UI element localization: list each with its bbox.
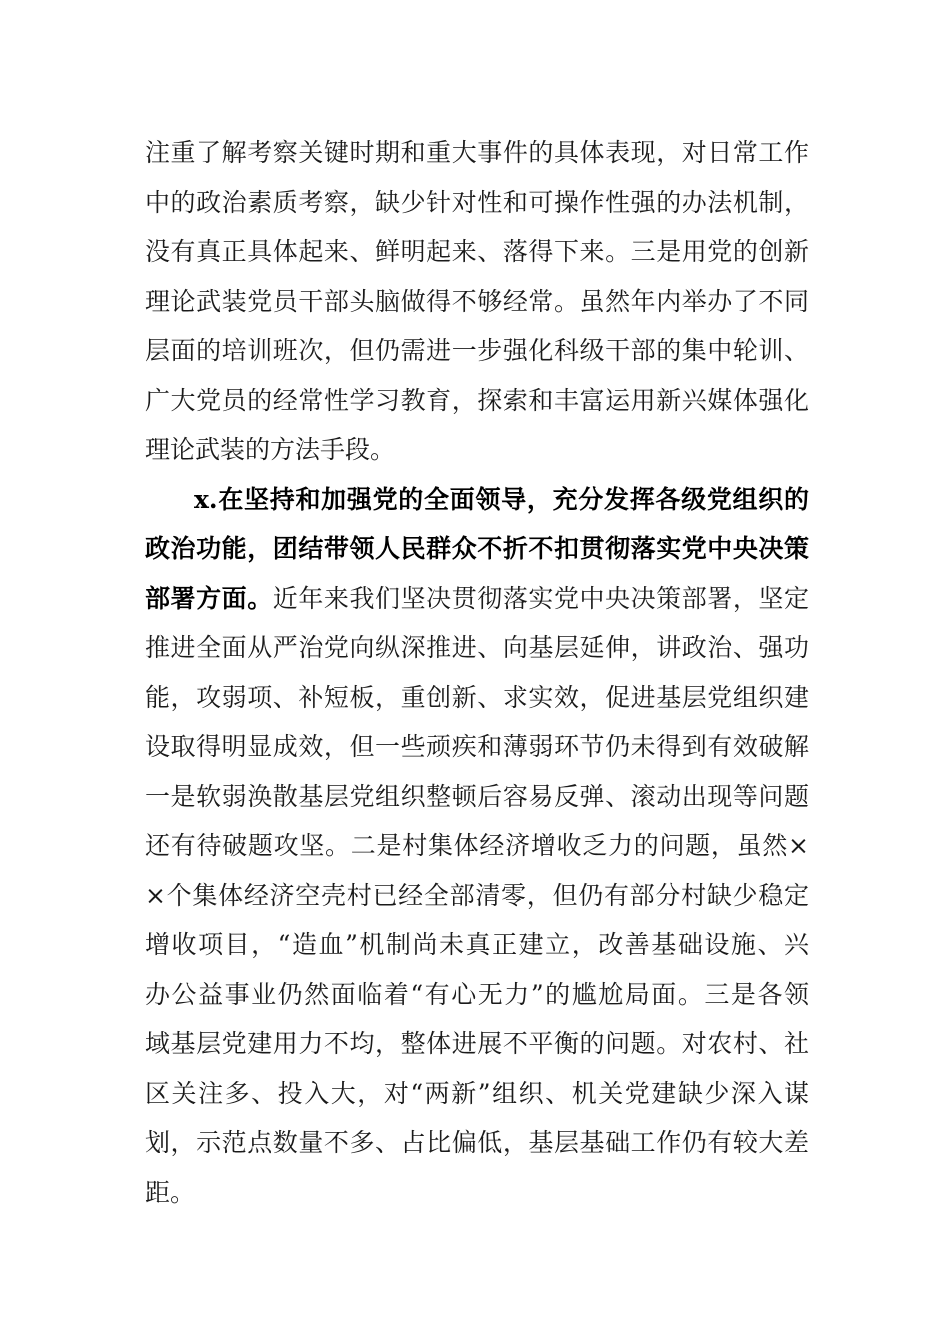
paragraph-line: 没有真正具体起来、鲜明起来、落得下来。三是用党的创新 xyxy=(145,237,809,266)
paragraph-line: 理论武装的方法手段。 xyxy=(145,435,396,464)
paragraph-line: 层面的培训班次，但仍需进一步强化科级干部的集中轮训、 xyxy=(145,336,809,365)
paragraph-line: 增收项目，“造血”机制尚未真正建立，改善基础设施、兴 xyxy=(145,930,809,959)
paragraph-line: 能，攻弱项、补短板，重创新、求实效，促进基层党组织建 xyxy=(145,683,809,712)
paragraph-line: 中的政治素质考察，缺少针对性和可操作性强的办法机制， xyxy=(145,188,809,217)
paragraph-line: 理论武装党员干部头脑做得不够经常。虽然年内举办了不同 xyxy=(145,287,809,316)
paragraph-text: 近年来我们坚决贯彻落实党中央决策部署，坚定 xyxy=(272,584,809,613)
paragraph-line: 一是软弱涣散基层党组织整顿后容易反弹、滚动出现等问题 xyxy=(145,782,809,811)
paragraph-line: 距。 xyxy=(145,1178,196,1207)
paragraph-line: ×个集体经济空壳村已经全部清零，但仍有部分村缺少稳定 xyxy=(145,881,809,910)
paragraph-line: 还有待破题攻坚。二是村集体经济增收乏力的问题，虽然× xyxy=(145,831,809,860)
paragraph-line: 注重了解考察关键时期和重大事件的具体表现，对日常工作 xyxy=(145,138,809,167)
section-heading-line: x.在坚持和加强党的全面领导，充分发挥各级党组织的 xyxy=(194,485,809,514)
paragraph-line: 办公益事业仍然面临着“有心无力”的尴尬局面。三是各领 xyxy=(145,980,809,1009)
paragraph-line: 广大党员的经常性学习教育，探索和丰富运用新兴媒体强化 xyxy=(145,386,809,415)
section-heading-mixed-line xyxy=(145,574,809,624)
paragraph-line: 设取得明显成效，但一些顽疾和薄弱环节仍未得到有效破解 xyxy=(145,732,809,761)
section-heading-end: 部署方面。 xyxy=(145,584,273,613)
paragraph-line: 区关注多、投入大，对“两新”组织、机关党建缺少深入谋 xyxy=(145,1079,809,1108)
paragraph-line: 推进全面从严治党向纵深推进、向基层延伸，讲政治、强功 xyxy=(145,633,809,662)
paragraph-line: 域基层党建用力不均，整体进展不平衡的问题。对农村、社 xyxy=(145,1029,809,1058)
section-heading-line: 政治功能，团结带领人民群众不折不扣贯彻落实党中央决策 xyxy=(145,534,809,563)
paragraph-line: 划，示范点数量不多、占比偏低，基层基础工作仍有较大差 xyxy=(145,1128,809,1157)
